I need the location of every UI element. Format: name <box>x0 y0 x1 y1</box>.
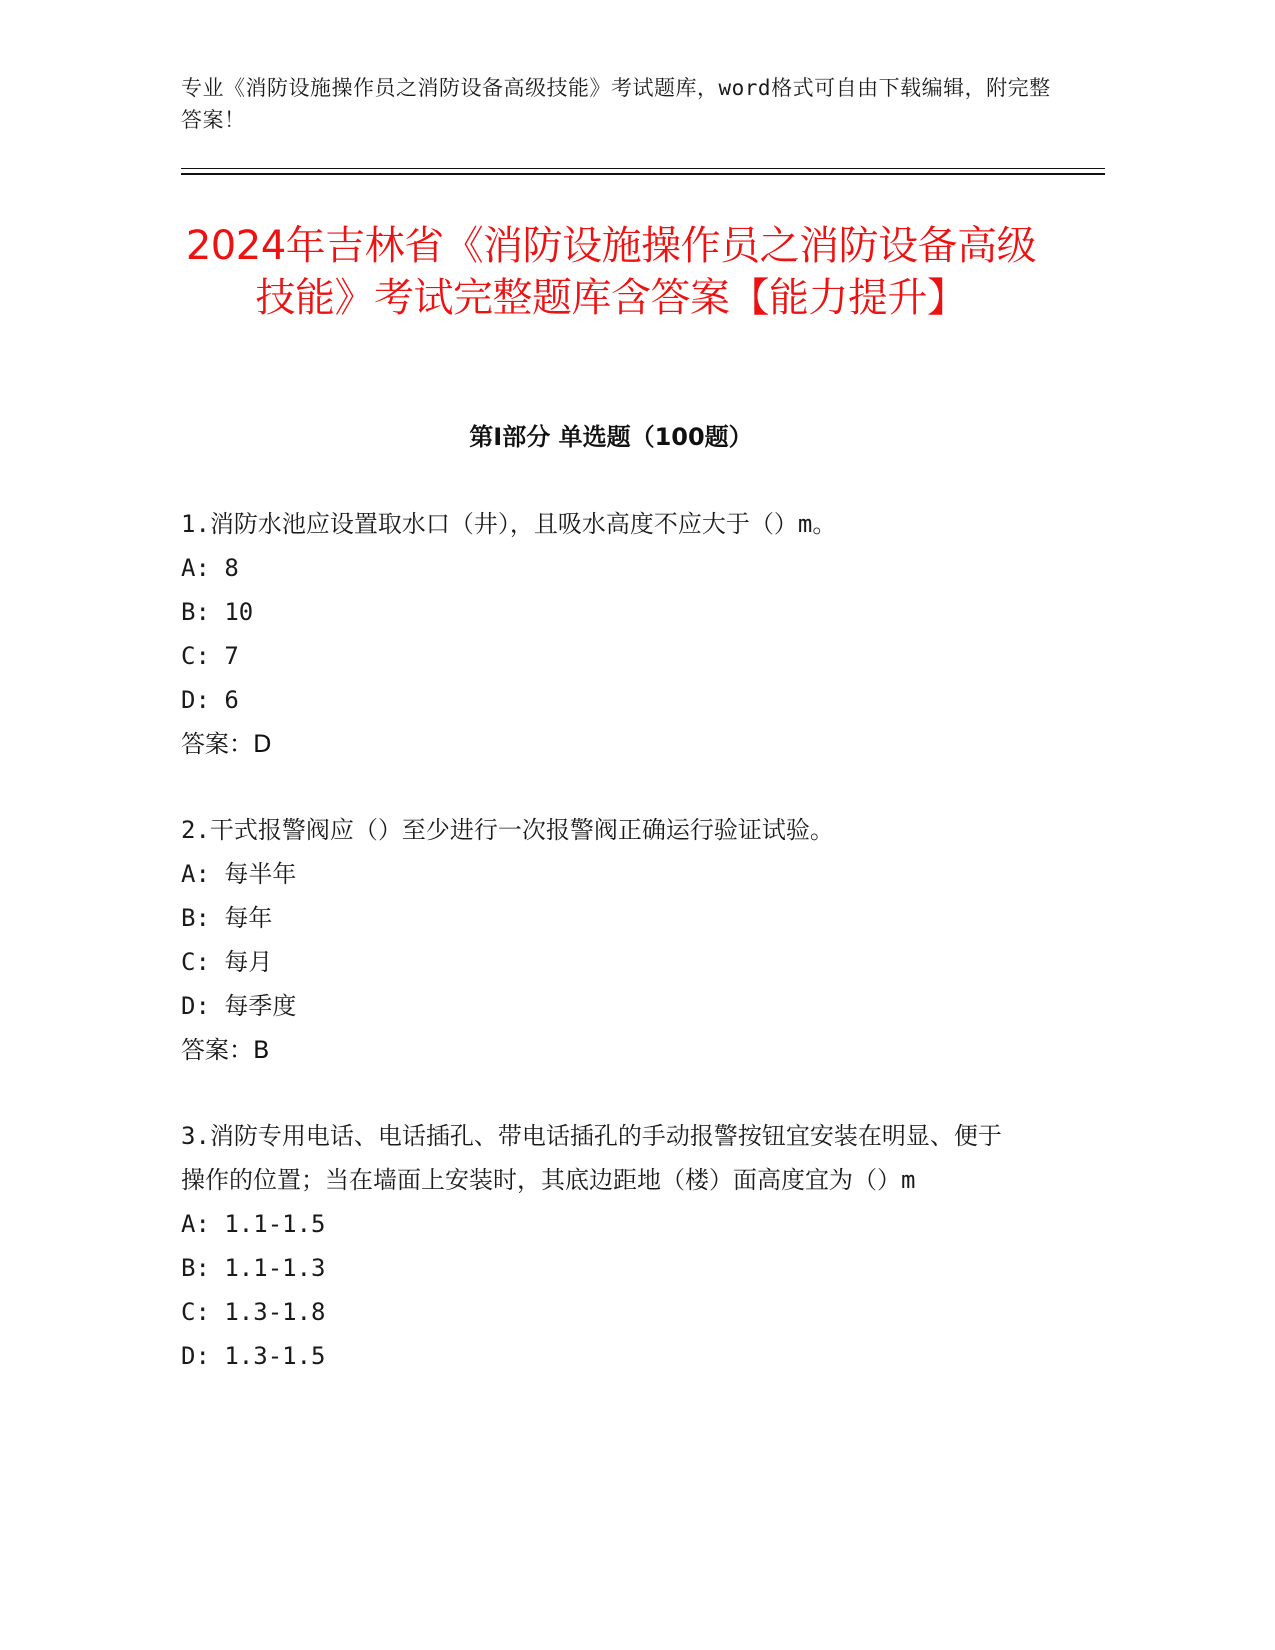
option-a: A: 1.1-1.5 <box>181 1210 326 1238</box>
option-c: C: 7 <box>181 642 239 670</box>
question-1 <box>181 502 1021 766</box>
option-d: D: 6 <box>181 686 239 714</box>
question-stem: 2.干式报警阀应（）至少进行一次报警阀正确运行验证试验。 <box>181 816 834 844</box>
header-note: 专业《消防设施操作员之消防设备高级技能》考试题库，word格式可自由下载编辑，附完整答案！ <box>181 76 1051 132</box>
option-c: C: 1.3-1.8 <box>181 1298 326 1326</box>
question-stem: 1.消防水池应设置取水口（井），且吸水高度不应大于（）m。 <box>181 510 837 538</box>
answer: 答案：D <box>181 730 272 758</box>
option-d: D: 每季度 <box>181 992 297 1020</box>
option-a: A: 每半年 <box>181 860 297 888</box>
question-stem: 3.消防专用电话、电话插孔、带电话插孔的手动报警按钮宜安装在明显、便于操作的位置；当在墙面上安装时，其底边距地（楼）面高度宜为（）m <box>181 1122 1002 1194</box>
answer: 答案：B <box>181 1036 270 1064</box>
question-3 <box>181 1114 1021 1378</box>
option-c: C: 每月 <box>181 948 273 976</box>
option-a: A: 8 <box>181 554 239 582</box>
option-d: D: 1.3-1.5 <box>181 1342 326 1370</box>
option-b: B: 10 <box>181 598 254 626</box>
section-title: 第I部分 单选题（100题） <box>469 423 753 451</box>
option-b: B: 每年 <box>181 904 273 932</box>
document-title: 2024年吉林省《消防设施操作员之消防设备高级技能》考试完整题库含答案【能力提升】 <box>185 223 1037 321</box>
header-divider-thick <box>181 173 1105 175</box>
question-2 <box>181 808 1021 1072</box>
option-b: B: 1.1-1.3 <box>181 1254 326 1282</box>
header-divider-thin <box>181 168 1105 169</box>
